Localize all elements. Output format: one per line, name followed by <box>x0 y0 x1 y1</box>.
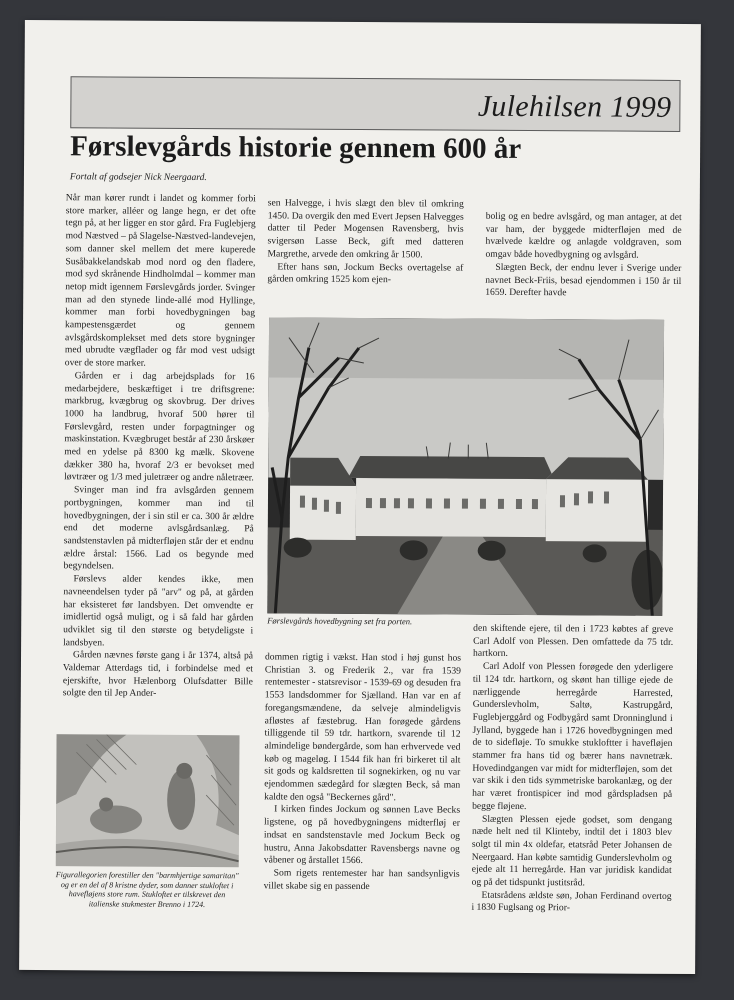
paragraph: Gården er i dag arbejdsplads for 16 medarbejdere, beskæftiget i tre driftsgrene: markbrug, kvægbrug og skovbrug. Der drives 1000 ha landbrug, hvoraf 500 hører til Førslevgård, resten under forpagtninger og maskinstation. Kvægbruget består af 230 årskøer med en ydelse på 8300 kg mælk. Skovene dækker 380 ha, hvoraf 2/3 er bevokset med løvtræer og 1/3 med juletræer og andre nåletræer. <box>64 370 255 484</box>
paragraph: Gården nævnes første gang i år 1374, altså på Valdemar Atterdags tid, i forbindelse med et ejerskifte, hvor Hælenborg Olufsdatter Bille solgte den til Jep Ander- <box>62 649 254 700</box>
text-column-3-top <box>485 211 682 318</box>
article-byline: Fortalt af godsejer Nick Neergaard. <box>69 172 207 184</box>
text-column-3-bottom <box>471 623 673 946</box>
paragraph: Etatsrådens ældste søn, Johan Ferdinand overtog i 1830 Fuglsang og Prior- <box>471 889 672 914</box>
paragraph: Som rigets rentemester har han sandsynligvis villet skabe sig en passende <box>263 867 460 892</box>
header-banner <box>70 76 680 132</box>
paragraph: sen Halvegge, i hvis slægt den blev til omkring 1450. Da overgik den med Evert Jepsen Halvegges datter til Peder Mogensen Ravensberg, hvis svigersøn Lasse Beck, gift med datteren Margrethe, arvede den omkring år 1500. <box>267 197 464 261</box>
paragraph: Når man kører rundt i landet og kommer forbi store marker, alléer og lange hegn, er det ofte tegn på, at her ligger en stor gård. Fra Fuglebjerg mod Næstved – på Slagelse-Næstved-landevejen, som danner skel mellem det mere kuperede Susåbakkelandskab mod nord og den fladere, mod syd skrånende Hindholmdal – kommer man netop midt igennem Førslevgårds jorder. Svinger man ad den stynede linde-allé mod Hyllinge, kommer man forbi hovedbygningen bag kampestensgærdet og gennem avlsgårdskomplekset med dets store bygninger med ubrudte vægflader og får mod vest udsigt over de store marker. <box>64 192 256 369</box>
paragraph: I kirken findes Jockum og sønnen Lave Becks ligstene, og på hovedbygningens midterfløj er indsat en sandstenstavle med Jockum Beck og hustru, Anna Jakobsdatter Ravensbergs navne og våbener og årstallet 1566. <box>263 803 461 867</box>
article-title: Førslevgårds historie gennem 600 år <box>70 130 522 165</box>
text-column-1 <box>63 192 256 737</box>
paragraph: den skiftende ejere, til den i 1723 købtes af greve Carl Adolf von Plessen. Den omfattede da 75 tdr. hartkorn. <box>473 622 674 660</box>
text-column-2-bottom <box>263 651 461 952</box>
photo-caption: Førslevgårds hovedbygning set fra porten. <box>267 615 413 627</box>
banner-title: Julehilsen 1999 <box>477 89 672 124</box>
paragraph: bolig og en bedre avlsgård, og man antager, at det var ham, der byggede midterfløjen med de hvælvede kældre og anlagde voldgraven, som omgav både hovedbygning og avlsgård. <box>485 210 682 261</box>
newsletter-page <box>19 20 701 974</box>
paragraph: Efter hans søn, Jockum Becks overtagelse af gården omkring 1525 kom ejen- <box>267 261 464 286</box>
paragraph: Carl Adolf von Plessen forøgede den yderligere til 124 tdr. hartkorn, og skønt han tillige ejede de nærliggende herregårde Harrested, Gunderslevholm, Saltø, Kastrupgård, Fuglebjerggård og Fodbygård samt Dronninglund i Jylland, byggede han i 1726 hovedbygningen med de to sidefløje. To smukke stukloftter i havefløjen stammer fra hans tid og bærer hans navnetræk. Hovedindgangen var midt for midterfløjen, som det var skik i den tids symmetriske barokanlæg, og der har været frontispicer ind mod gårdspladsen på begge fløjene. <box>472 660 673 812</box>
paragraph: Slægten Beck, der endnu lever i Sverige under navnet Beck-Friis, besad ejendommen i 150 år til 1659. Derefter havde <box>485 261 682 299</box>
paragraph: Slægten Plessen ejede godset, som dengang næde helt ned til Klinteby, indtil det i 1803 blev solgt til min 4x oldefar, etatsråd Peter Johansen de Neergaard. Han købte samtidig Gunderslevholm og ejede alt 11 herregårde. Han var juridisk kandidat og på det tidspunkt justitsråd. <box>471 813 673 889</box>
stucco-ceiling-photo <box>56 734 240 867</box>
manor-photo <box>267 317 664 615</box>
manor-house-image <box>267 317 664 615</box>
stucco-caption: Figurallegorien forestiller den "barmhjertige samaritan" og er en del af 8 kristne dyder, som danner stukloftet i havefløjens store rum. Stukloftet er tilskrevet den italienske stukmester Brenno i 1724. <box>55 870 239 909</box>
paragraph: Førslevs alder kendes ikke, men navneendelsen tyder på "arv" og på, at gården har eksisteret før landsbyen. Det omvendte er imidlertid også muligt, og i så fald har gården udviklet sig til den største og betydeligste i landsbyen. <box>63 573 254 649</box>
paragraph: dommen rigtig i vækst. Han stod i høj gunst hos Christian 3. og Frederik 2., var fra 1539 rentemester - statsrevisor - 1539-69 og desuden fra 1553 landsdommer for Sjælland. Han var en af foregangsmændene, da selveje almindeligvis afløstes af fæstebrug. Han forøgede gårdens tilliggende til 59 tdr. hartkorn, svarende til 12 almindelige bøndergårde, som han erhvervede ved køb og mageløg. I 1544 fik han fri birkeret til alt sit gods og kaldsretten til sognekirken, og nu var ejendommen sædegård for slægten Beck, så man kaldte den også "Beckernes gård". <box>264 651 462 803</box>
stucco-relief-image <box>56 734 240 867</box>
paragraph: Svinger man ind fra avlsgården gennem portbygningen, kommer man ind til hovedbygningen, der i sin stil er ca. 300 år ældre end det moderne avlsgårdsanlæg. På sandstenstavlen på midterfløjen står der et endnu ældre årstal: 1566. Lad os begynde med begyndelsen. <box>63 484 255 572</box>
text-column-2-top <box>267 197 464 312</box>
